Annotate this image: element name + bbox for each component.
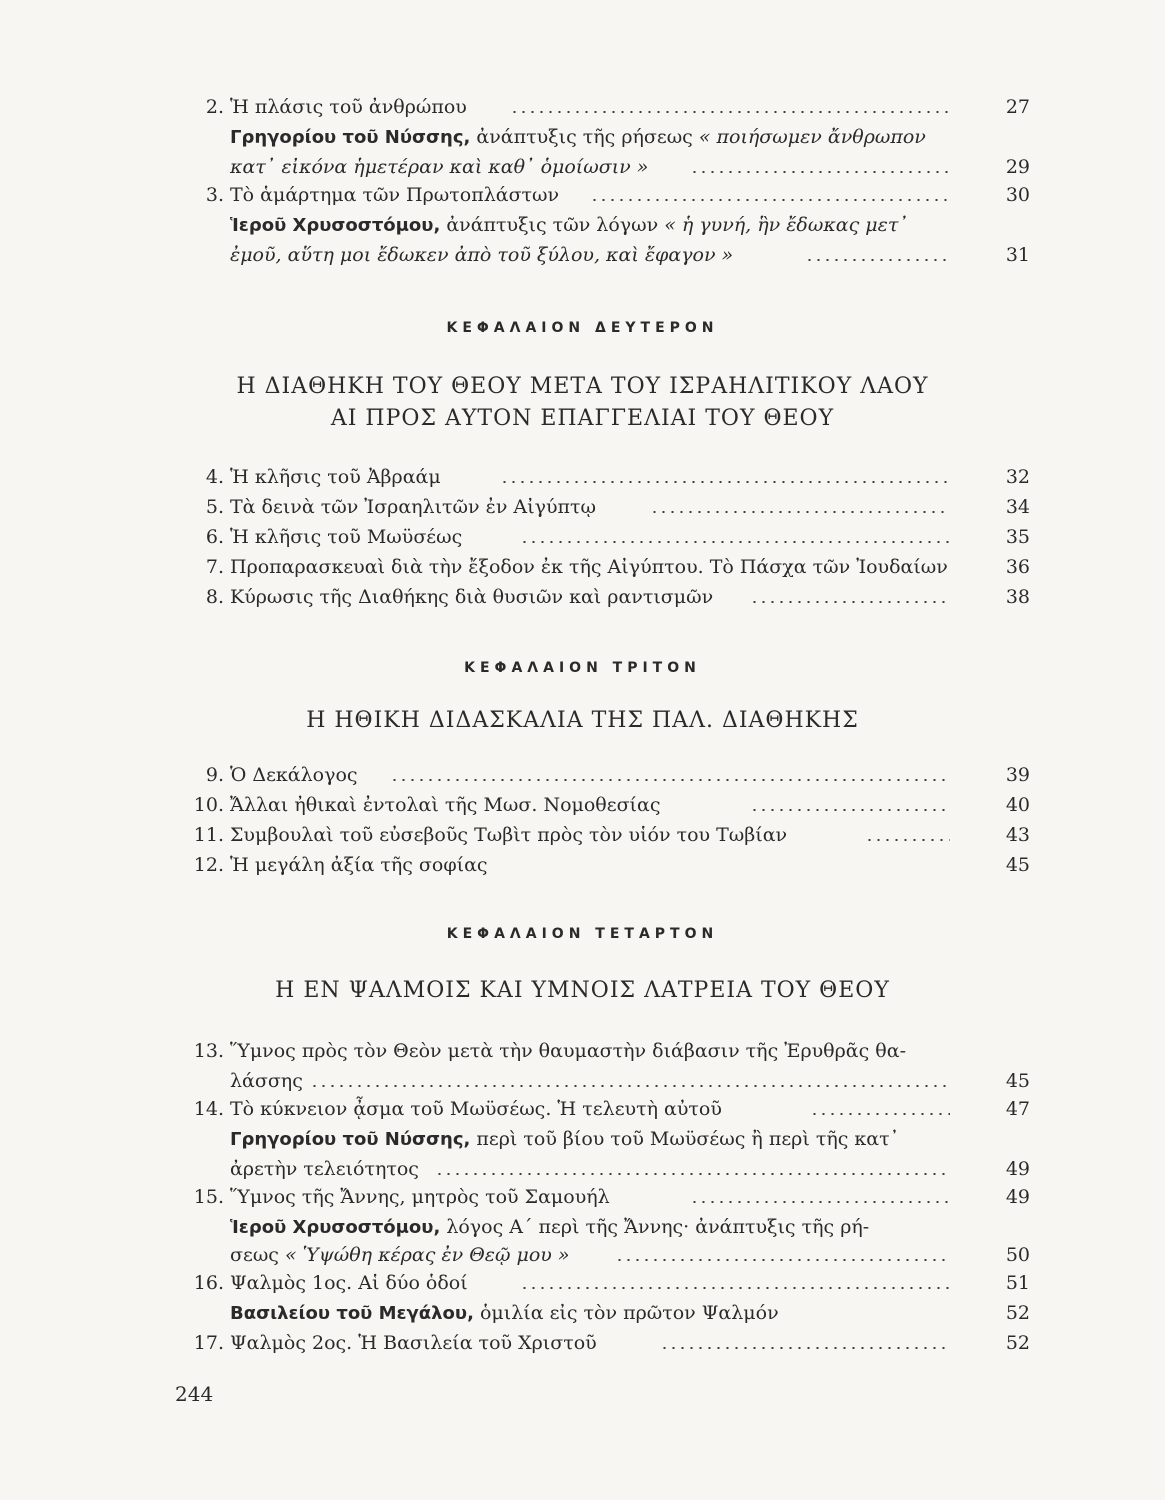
toc-entry: 10. Ἄλλαι ἠθικαὶ ἐντολαὶ τῆς Μωσ. Νομοθεσίας 40 xyxy=(190,790,1030,820)
dot-leader xyxy=(650,511,950,513)
toc-entry: λάσσης 45 xyxy=(190,1066,1030,1096)
entry-page: 38 xyxy=(1005,586,1030,608)
toc-entry: 15. Ὕμνος τῆς Ἄννης, μητρὸς τοῦ Σαμουήλ 49 xyxy=(190,1182,1030,1212)
dot-leader xyxy=(435,1173,950,1175)
dot-leader xyxy=(805,259,950,261)
dot-leader xyxy=(520,1287,950,1289)
entry-page: 39 xyxy=(1005,764,1030,786)
entry-number: 3. xyxy=(205,184,224,206)
toc-entry: 14. Τὸ κύκνειον ᾆσμα τοῦ Μωϋσέως. Ἡ τελευτὴ αὐτοῦ 47 xyxy=(190,1094,1030,1124)
entry-number: 7. xyxy=(205,556,224,578)
chapter-title: Η ΕΝ ΨΑΛΜΟΙΣ ΚΑΙ ΥΜΝΟΙΣ ΛΑΤΡΕΙΑ ΤΟΥ ΘΕΟΥ xyxy=(275,978,890,1003)
chapter-title: ΑΙ ΠΡΟΣ ΑΥΤΟΝ ΕΠΑΓΓΕΛΙΑΙ ΤΟΥ ΘΕΟΥ xyxy=(330,406,835,431)
toc-entry: 11. Συμβουλαὶ τοῦ εὐσεβοῦς Τωβὶτ πρὸς τὸν υἱόν του Τωβίαν 43 xyxy=(190,820,1030,850)
chapter-title: Η ΔΙΑΘΗΚΗ ΤΟΥ ΘΕΟΥ ΜΕΤΑ ΤΟΥ ΙΣΡΑΗΛΙΤΙΚΟΥ ΛΑΟΥ xyxy=(236,374,929,399)
entry-page: 49 xyxy=(1005,1158,1030,1180)
entry-page: 31 xyxy=(1005,244,1030,266)
toc-entry: Ἱεροῦ Χρυσοστόμου, λόγος Α΄ περὶ τῆς Ἄννης· ἀνάπτυξις τῆς ρή- xyxy=(230,1216,870,1238)
entry-number: 15. xyxy=(193,1186,224,1208)
toc-entry: 9. Ὁ Δεκάλογος 39 xyxy=(190,760,1030,790)
author-name: Ἱεροῦ Χρυσοστόμου, xyxy=(230,1217,441,1238)
dot-leader xyxy=(510,111,950,113)
toc-entry: 17. Ψαλμὸς 2ος. Ἡ Βασιλεία τοῦ Χριστοῦ 52 xyxy=(190,1328,1030,1358)
toc-entry: 16. Ψαλμὸς 1ος. Αἱ δύο ὁδοί 51 xyxy=(190,1268,1030,1298)
entry-number: 8. xyxy=(205,586,224,608)
entry-page: 49 xyxy=(1005,1186,1030,1208)
entry-number: 16. xyxy=(193,1272,224,1294)
entry-page: 43 xyxy=(1005,824,1030,846)
chapter-heading: ΚΕΦΑΛΑΙΟΝ ΔΕΥΤΕΡΟΝ xyxy=(446,320,719,336)
toc-entry: 12. Ἡ μεγάλη ἀξία τῆς σοφίας 45 xyxy=(190,850,1030,880)
dot-leader xyxy=(750,809,950,811)
entry-page: 30 xyxy=(1005,184,1030,206)
toc-entry: Βασιλείου τοῦ Μεγάλου, ὁμιλία εἰς τὸν πρῶτον Ψαλμόν 52 xyxy=(190,1298,1030,1328)
entry-page: 27 xyxy=(1005,96,1030,118)
chapter-heading: ΚΕΦΑΛΑΙΟΝ ΤΕΤΑΡΤΟΝ xyxy=(446,926,719,942)
entry-page: 52 xyxy=(1005,1302,1030,1324)
entry-page: 34 xyxy=(1005,496,1030,518)
toc-entry: ἀρετὴν τελειότητος 49 xyxy=(190,1154,1030,1184)
entry-number: 4. xyxy=(205,466,224,488)
toc-entry: 8. Κύρωσις τῆς Διαθήκης διὰ θυσιῶν καὶ ραντισμῶν 38 xyxy=(190,582,1030,612)
entry-page: 36 xyxy=(1005,556,1030,578)
entry-page: 29 xyxy=(1005,156,1030,178)
author-name: Γρηγορίου τοῦ Νύσσης, xyxy=(230,1129,471,1150)
dot-leader xyxy=(390,779,950,781)
entry-page: 40 xyxy=(1005,794,1030,816)
entry-number: 14. xyxy=(193,1098,224,1120)
toc-entry: ἐμοῦ, αὕτη μοι ἔδωκεν ἀπὸ τοῦ ξύλου, καὶ ἔφαγον » 31 xyxy=(190,240,1030,270)
toc-entry: 2. Ἡ πλάσις τοῦ ἀνθρώπου 27 xyxy=(190,92,1030,122)
dot-leader xyxy=(865,839,950,841)
author-name: Ἱεροῦ Χρυσοστόμου, xyxy=(230,215,441,236)
dot-leader xyxy=(810,1113,950,1115)
entry-page: 50 xyxy=(1005,1244,1030,1266)
entry-number: 13. xyxy=(193,1040,224,1062)
entry-number: 2. xyxy=(205,96,224,118)
entry-number: 5. xyxy=(205,496,224,518)
dot-leader xyxy=(615,1259,950,1261)
dot-leader xyxy=(590,199,950,201)
toc-entry: 6. Ἡ κλῆσις τοῦ Μωϋσέως 35 xyxy=(190,522,1030,552)
entry-page: 51 xyxy=(1005,1272,1030,1294)
author-name: Γρηγορίου τοῦ Νύσσης, xyxy=(230,127,471,148)
toc-entry: κατ᾽ εἰκόνα ἡμετέραν καὶ καθ᾽ ὁμοίωσιν » 29 xyxy=(190,152,1030,182)
entry-number: 9. xyxy=(205,764,224,786)
toc-entry: 7. Προπαρασκευαὶ διὰ τὴν ἔξοδον ἐκ τῆς Αἰγύπτου. Τὸ Πάσχα τῶν Ἰουδαίων 36 xyxy=(190,552,1030,582)
entry-page: 47 xyxy=(1005,1098,1030,1120)
entry-number: 6. xyxy=(205,526,224,548)
chapter-heading: ΚΕΦΑΛΑΙΟΝ ΤΡΙΤΟΝ xyxy=(464,660,701,676)
entry-number: 11. xyxy=(193,824,224,846)
entry-number: 12. xyxy=(193,854,224,876)
toc-entry: 13. Ὕμνος πρὸς τὸν Θεὸν μετὰ τὴν θαυμαστὴν διάβασιν τῆς Ἐρυθρᾶς θα- xyxy=(190,1036,1030,1066)
toc-entry: Ἱεροῦ Χρυσοστόμου, ἀνάπτυξις τῶν λόγων « ἡ γυνή, ἣν ἔδωκας μετ᾽ xyxy=(230,214,908,236)
author-name: Βασιλείου τοῦ Μεγάλου, xyxy=(230,1303,474,1324)
dot-leader xyxy=(520,541,950,543)
toc-entry: 3. Τὸ ἁμάρτημα τῶν Πρωτοπλάστων 30 xyxy=(190,180,1030,210)
dot-leader xyxy=(500,481,950,483)
dot-leader xyxy=(690,171,950,173)
entry-number: 10. xyxy=(193,794,224,816)
toc-entry: σεως « Ὑψώθη κέρας ἐν Θεῷ μου » 50 xyxy=(190,1240,1030,1270)
dot-leader xyxy=(660,1347,950,1349)
entry-number: 17. xyxy=(193,1332,224,1354)
toc-entry: 4. Ἡ κλῆσις τοῦ Ἀβραάμ 32 xyxy=(190,462,1030,492)
dot-leader xyxy=(750,601,950,603)
entry-page: 32 xyxy=(1005,466,1030,488)
chapter-title: Η ΗΘΙΚΗ ΔΙΔΑΣΚΑΛΙΑ ΤΗΣ ΠΑΛ. ΔΙΑΘΗΚΗΣ xyxy=(306,708,859,733)
toc-entry: 5. Τὰ δεινὰ τῶν Ἰσραηλιτῶν ἐν Αἰγύπτῳ 34 xyxy=(190,492,1030,522)
page-number: 244 xyxy=(175,1382,214,1406)
dot-leader xyxy=(310,1085,950,1087)
entry-page: 52 xyxy=(1005,1332,1030,1354)
toc-entry: Γρηγορίου τοῦ Νύσσης, περὶ τοῦ βίου τοῦ Μωϋσέως ἢ περὶ τῆς κατ᾽ xyxy=(230,1128,900,1150)
entry-page: 45 xyxy=(1005,854,1030,876)
toc-entry: Γρηγορίου τοῦ Νύσσης, ἀνάπτυξις τῆς ρήσεως « ποιήσωμεν ἄνθρωπον xyxy=(230,126,926,148)
entry-page: 45 xyxy=(1005,1070,1030,1092)
dot-leader xyxy=(690,1201,950,1203)
entry-page: 35 xyxy=(1005,526,1030,548)
